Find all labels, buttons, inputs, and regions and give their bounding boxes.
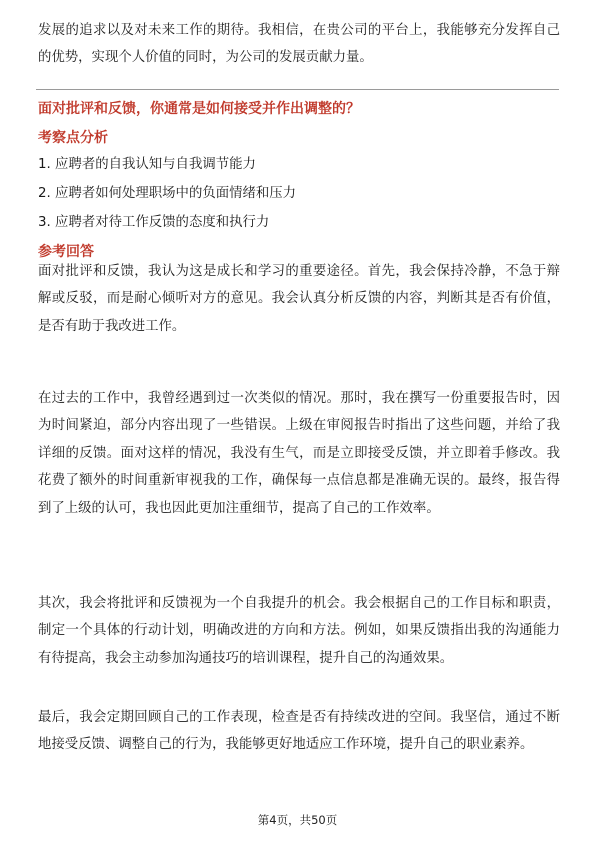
answer-paragraph: 在过去的工作中，我曾经遇到过一次类似的情况。那时，我在撰写一份重要报告时，因为时间紧迫，部分内容出现了一些错误。上级在审阅报告时指出了这些问题，并给了我详细的反馈。面对这样的情况，我没有生气，而是立即接受反馈，并立即着手修改。我花费了额外的时间重新审视我的工作，确保每一点信息都是准确无误的。最终，报告得到了上级的认可，我也因此更加注重细节，提高了自己的工作效率。	[38, 391, 560, 516]
answer-paragraph: 最后，我会定期回顾自己的工作表现，检查是否有持续改进的空间。我坚信，通过不断地接受反馈、调整自己的行为，我能够更好地适应工作环境，提升自己的职业素养。	[38, 710, 560, 753]
intro-paragraph: 发展的追求以及对未来工作的期待。我相信，在贵公司的平台上，我能够充分发挥自己的优势，实现个人价值的同时，为公司的发展贡献力量。	[38, 23, 560, 66]
analysis-item: 1. 应聘者的自我认知与自我调节能力	[38, 157, 256, 172]
page-number: 第4页，共50页	[257, 813, 338, 827]
answer-title: 参考回答	[38, 244, 94, 260]
analysis-title: 考察点分析	[38, 130, 108, 146]
analysis-item: 2. 应聘者如何处理职场中的负面情绪和压力	[38, 186, 297, 201]
analysis-item: 3. 应聘者对待工作反馈的态度和执行力	[38, 215, 270, 230]
interview-question: 面对批评和反馈，你通常是如何接受并作出调整的？	[38, 101, 360, 117]
answer-paragraph: 其次，我会将批评和反馈视为一个自我提升的机会。我会根据自己的工作目标和职责，制定一个具体的行动计划，明确改进的方向和方法。例如，如果反馈指出我的沟通能力有待提高，我会主动参加沟通技巧的培训课程，提升自己的沟通效果。	[38, 596, 560, 666]
answer-paragraph: 面对批评和反馈，我认为这是成长和学习的重要途径。首先，我会保持冷静，不急于辩解或反驳，而是耐心倾听对方的意见。我会认真分析反馈的内容，判断其是否有价值，是否有助于我改进工作。	[38, 264, 560, 334]
section-divider	[36, 89, 559, 90]
